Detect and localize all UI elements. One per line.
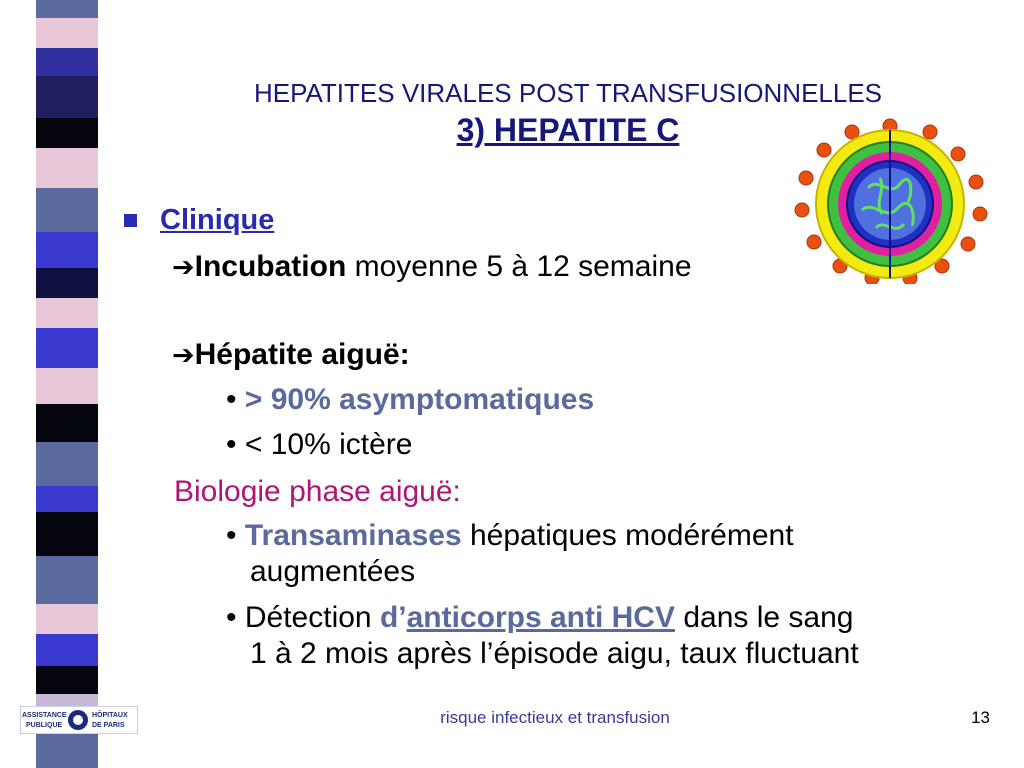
arrow-right-icon: ➔ <box>172 252 195 282</box>
stripe-block <box>36 512 98 556</box>
detection-continuation: 1 à 2 mois après l’épisode aigu, taux fluctuant <box>250 637 859 670</box>
stripe-block <box>36 268 98 298</box>
stripe-block <box>36 18 98 48</box>
stripe-block <box>36 734 98 768</box>
bullet-dot: • <box>226 428 237 461</box>
detection-text: Détection <box>244 601 380 634</box>
bullet-square <box>124 214 137 227</box>
logo-left-line1: ASSISTANCE <box>22 712 67 719</box>
stripe-block <box>36 48 98 76</box>
section-clinique: Clinique <box>160 204 275 236</box>
logo-right-line1: HÔPITAUX <box>92 712 128 719</box>
logo-right-line2: DE PARIS <box>92 722 125 729</box>
stripe-block <box>36 368 98 404</box>
stripe-block <box>36 404 98 442</box>
stripe-block <box>36 442 98 486</box>
decorative-stripe <box>36 0 98 768</box>
biologie-heading: Biologie phase aiguë: <box>174 475 461 508</box>
incubation-text: moyenne 5 à 12 semaine <box>346 250 692 283</box>
detection-line <box>226 600 853 636</box>
asymptomatic-line <box>226 382 594 418</box>
hepatite-line <box>172 337 410 373</box>
bullet-dot: • <box>226 601 237 634</box>
stripe-block <box>36 666 98 694</box>
transaminases-line <box>226 518 794 554</box>
stripe-block <box>36 298 98 328</box>
incubation-line <box>172 249 692 285</box>
page-number: 13 <box>971 708 990 727</box>
asymptomatic-text: > 90% asymptomatiques <box>244 383 595 416</box>
icterus-text: < 10% ictère <box>244 428 413 461</box>
stripe-block <box>36 76 98 118</box>
logo-emblem-inner <box>73 715 83 725</box>
incubation-label: Incubation <box>194 250 347 283</box>
stripe-block <box>36 232 98 268</box>
stripe-block <box>36 486 98 512</box>
transaminases-continuation: augmentées <box>250 555 416 588</box>
bullet-dot: • <box>226 383 237 416</box>
slide-title: HEPATITES VIRALES POST TRANSFUSIONNELLES <box>253 78 883 108</box>
detection-text-after: dans le sang <box>674 601 854 634</box>
bullet-dot: • <box>226 519 237 552</box>
stripe-block <box>36 0 98 18</box>
logo-left-line2: PUBLIQUE <box>26 722 63 729</box>
detection-d: d’ <box>379 601 407 634</box>
icterus-line <box>226 427 412 463</box>
arrow-right-icon: ➔ <box>172 340 195 370</box>
stripe-block <box>36 634 98 666</box>
footer-caption: risque infectieux et transfusion <box>440 708 670 727</box>
aphp-logo <box>20 706 138 734</box>
stripe-block <box>36 556 98 604</box>
virus-illustration <box>790 118 990 284</box>
hepatite-label: Hépatite aiguë: <box>194 338 410 371</box>
stripe-block <box>36 604 98 634</box>
stripe-block <box>36 118 98 148</box>
detection-antibody: anticorps anti HCV <box>406 601 675 634</box>
stripe-block <box>36 148 98 188</box>
stripe-block <box>36 328 98 368</box>
stripe-block <box>36 188 98 232</box>
slide-subtitle: 3) HEPATITE C <box>456 112 680 148</box>
transaminases-text: hépatiques modérément <box>461 519 794 552</box>
transaminases-label: Transaminases <box>244 519 462 552</box>
